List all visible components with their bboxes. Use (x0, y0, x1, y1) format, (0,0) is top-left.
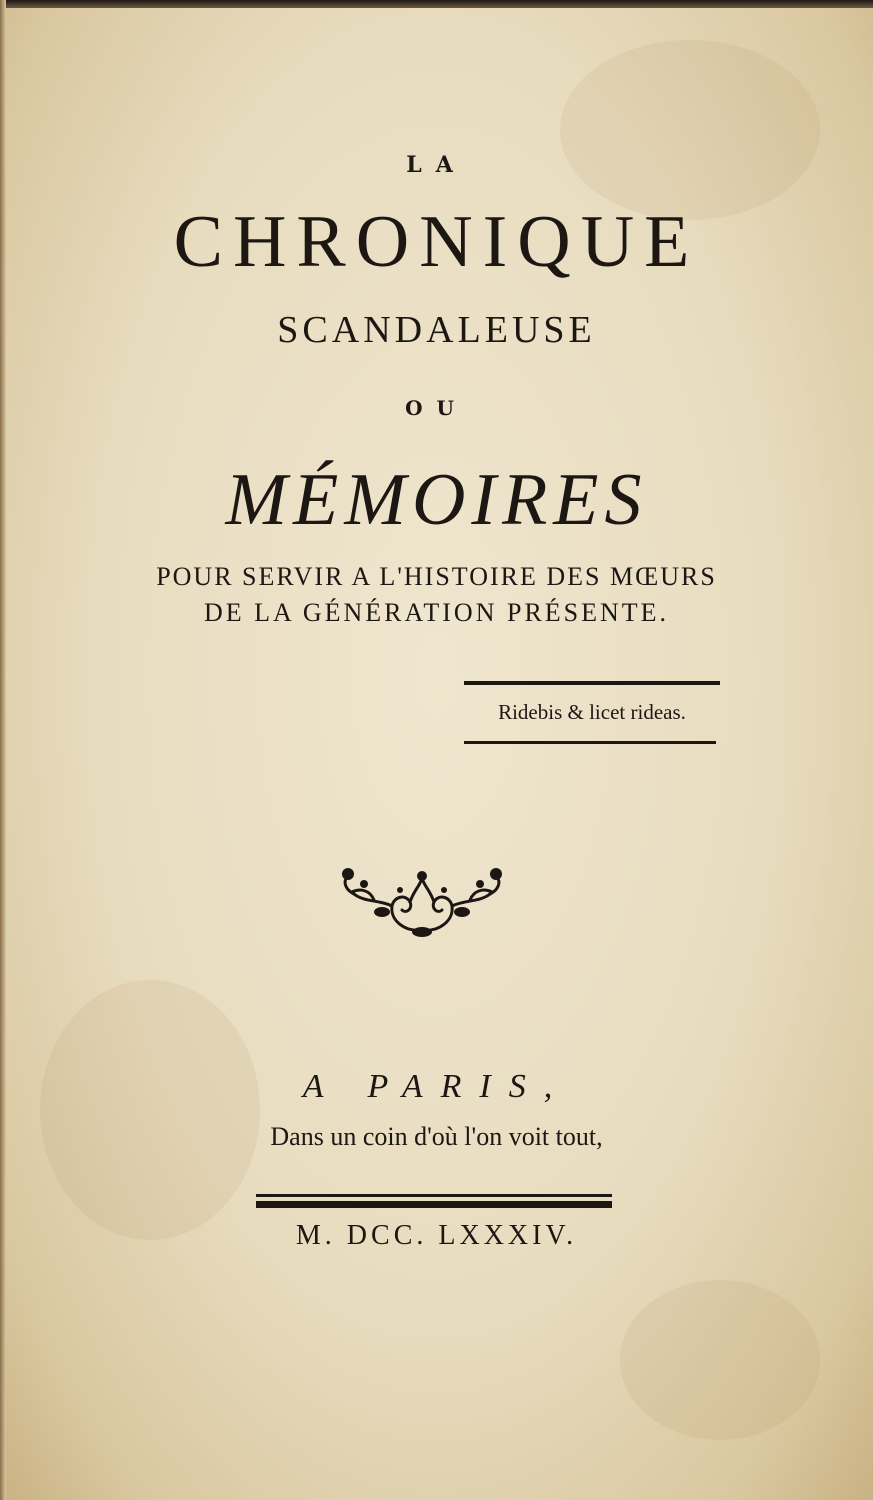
paper-stain (560, 40, 820, 220)
subtitle-line-2: DE LA GÉNÉRATION PRÉSENTE. (203, 598, 670, 627)
publication-date: M. DCC. LXXXIV. (295, 1220, 578, 1251)
title-article: LA (406, 152, 467, 178)
title-main: CHRONIQUE (173, 201, 700, 283)
subtitle-main: MÉMOIRES (225, 459, 648, 541)
place-of-publication: A PARIS, (302, 1068, 571, 1105)
subtitle-line-1: POUR SERVIR A L'HISTOIRE DES MŒURS (156, 562, 717, 591)
floral-vignette-icon (334, 860, 510, 940)
imprint-line: Dans un coin d'où l'on voit tout, (270, 1122, 603, 1151)
paper-stain (40, 980, 260, 1240)
motto-rule-bottom (464, 741, 716, 744)
epigraph-motto: Ridebis & licet rideas. (498, 700, 686, 724)
motto-rule-top (464, 681, 720, 685)
title-adjective: SCANDALEUSE (277, 309, 596, 351)
date-rule-upper (256, 1194, 612, 1197)
page-top-edge (0, 0, 873, 8)
paper-stain (620, 1280, 820, 1440)
title-conjunction: OU (405, 396, 468, 420)
date-rule-lower (256, 1201, 612, 1208)
